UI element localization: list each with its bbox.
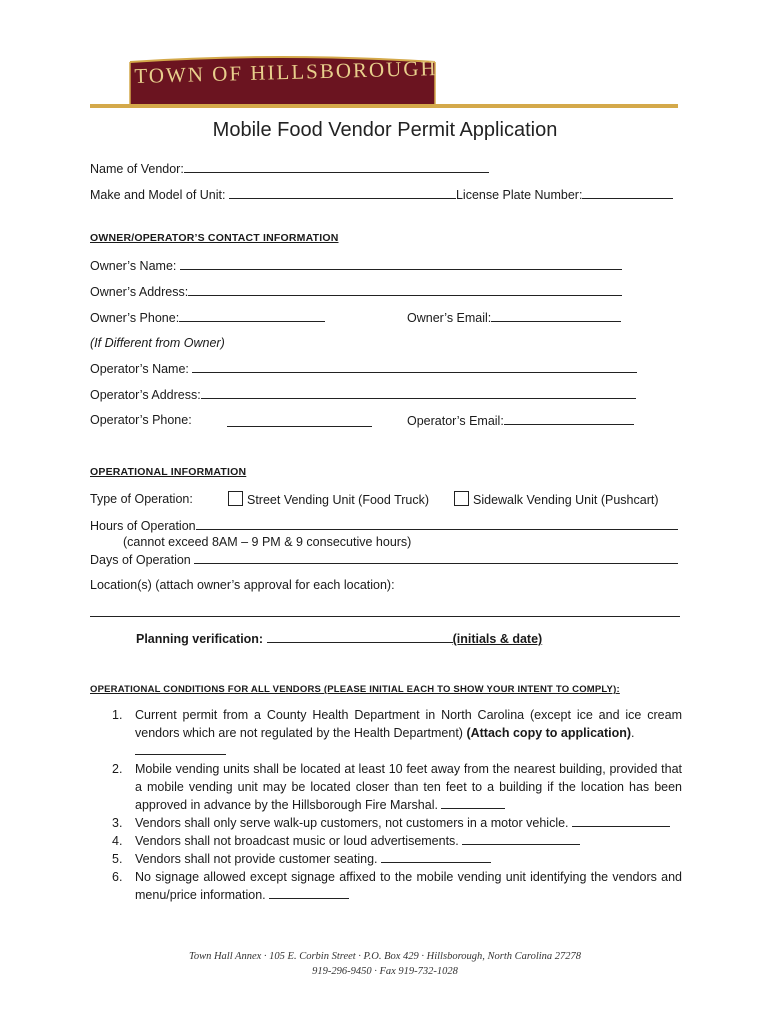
locations-field[interactable] [90, 616, 680, 617]
hours-row [90, 517, 678, 534]
operator-name-field[interactable] [192, 360, 637, 373]
license-field[interactable] [582, 186, 673, 199]
conditions-list [90, 706, 682, 904]
type-label: Type of Operation: [90, 492, 193, 506]
initial-field-2[interactable] [441, 796, 505, 809]
make-model-label: Make and Model of Unit: [90, 188, 226, 202]
list-item: 3. Vendors shall only serve walk-up customers, not customers in a motor vehicle. [90, 814, 682, 832]
footer-address: Town Hall Annex · 105 E. Corbin Street · P.O. Box 429 · Hillsborough, North Carolina 27278 [188, 951, 582, 962]
sidewalk-checkbox[interactable] [454, 491, 469, 506]
operator-phone-label: Operator’s Phone: [90, 413, 192, 427]
license-label: License Plate Number: [455, 188, 583, 202]
list-item: 5. Vendors shall not provide customer seating. [90, 850, 682, 868]
vendor-name-field[interactable] [184, 160, 489, 173]
operator-address-field[interactable] [201, 386, 636, 399]
list-item: 6. No signage allowed except signage affixed to the mobile vending unit identifying the vendors and menu/price information. [112, 870, 682, 902]
owner-name-label: Owner’s Name: [90, 259, 177, 273]
days-label: Days of Operation [90, 553, 191, 567]
footer-phone: 919-296-9450 · Fax 919-732-1028 [312, 966, 458, 977]
planning-suffix: (initials & date) [452, 632, 543, 646]
initial-field-1[interactable] [135, 742, 226, 755]
owner-name-field[interactable] [180, 257, 622, 270]
initial-field-4[interactable] [462, 832, 580, 845]
owner-phone-label: Owner’s Phone: [90, 311, 180, 325]
operator-address-label: Operator’s Address: [90, 388, 201, 402]
hours-note: (cannot exceed 8AM – 9 PM & 9 consecutive hours) [123, 535, 412, 549]
hours-label: Hours of Operation [90, 519, 196, 533]
operator-name-label: Operator’s Name: [90, 362, 189, 376]
operator-email-field[interactable] [504, 412, 634, 425]
conditions-heading: OPERATIONAL CONDITIONS FOR ALL VENDORS (PLEASE INITIAL EACH TO SHOW YOUR INTENT TO COMPLY): [90, 684, 620, 695]
option-street-label: Street Vending Unit (Food Truck) [247, 493, 430, 507]
owner-name-row [90, 257, 622, 274]
operator-phone-field[interactable] [227, 414, 372, 427]
make-model-row [90, 186, 673, 203]
initial-field-5[interactable] [381, 850, 491, 863]
list-item: 4. Vendors shall not broadcast music or loud advertisements. [90, 832, 682, 850]
vendor-name-label: Name of Vendor: [90, 162, 184, 176]
owner-phone-row [90, 309, 325, 326]
owner-email-row [407, 309, 621, 326]
make-model-field[interactable] [229, 186, 456, 199]
option-street[interactable] [228, 491, 429, 508]
logo-text: TOWN OF HILLSBOROUGH [134, 56, 438, 88]
page-title: Mobile Food Vendor Permit Application [212, 119, 558, 141]
planning-label: Planning verification: [136, 632, 264, 646]
owner-address-row [90, 283, 622, 300]
list-item: 1. Current permit from a County Health Department in North Carolina (except ice and ice cream vendors which are not regulated by the Health Department) (Attach copy to application). [90, 706, 682, 760]
initial-field-6[interactable] [269, 886, 349, 899]
days-row [90, 551, 678, 568]
if-different-note: (If Different from Owner) [90, 336, 225, 350]
owner-address-label: Owner’s Address: [90, 285, 189, 299]
list-item: 2. Mobile vending units shall be located at least 10 feet away from the nearest building, provided that a mobile vending unit may be located closer than ten feet to a building if the location has been approved in advance by the Hillsborough Fire Marshal. [112, 762, 682, 812]
option-sidewalk-label: Sidewalk Vending Unit (Pushcart) [473, 493, 659, 507]
footer [0, 949, 770, 979]
planning-row [136, 630, 542, 647]
days-field[interactable] [194, 551, 678, 564]
operator-address-row [90, 386, 636, 403]
operator-name-row [90, 360, 637, 377]
operator-email-row [407, 412, 634, 429]
initial-field-3[interactable] [572, 814, 670, 827]
operator-email-label: Operator’s Email: [407, 414, 504, 428]
owner-email-label: Owner’s Email: [407, 311, 492, 325]
owner-address-field[interactable] [188, 283, 622, 296]
owner-phone-field[interactable] [179, 309, 325, 322]
vendor-name-row [90, 160, 489, 177]
owner-email-field[interactable] [491, 309, 621, 322]
option-sidewalk[interactable] [454, 491, 659, 508]
locations-label: Location(s) (attach owner’s approval for each location): [90, 578, 395, 592]
street-checkbox[interactable] [228, 491, 243, 506]
hours-field[interactable] [196, 517, 678, 530]
operator-phone-row [90, 412, 192, 428]
contact-heading: OWNER/OPERATOR’S CONTACT INFORMATION [90, 232, 339, 244]
operational-heading: OPERATIONAL INFORMATION [90, 466, 247, 478]
planning-field[interactable] [267, 630, 453, 643]
